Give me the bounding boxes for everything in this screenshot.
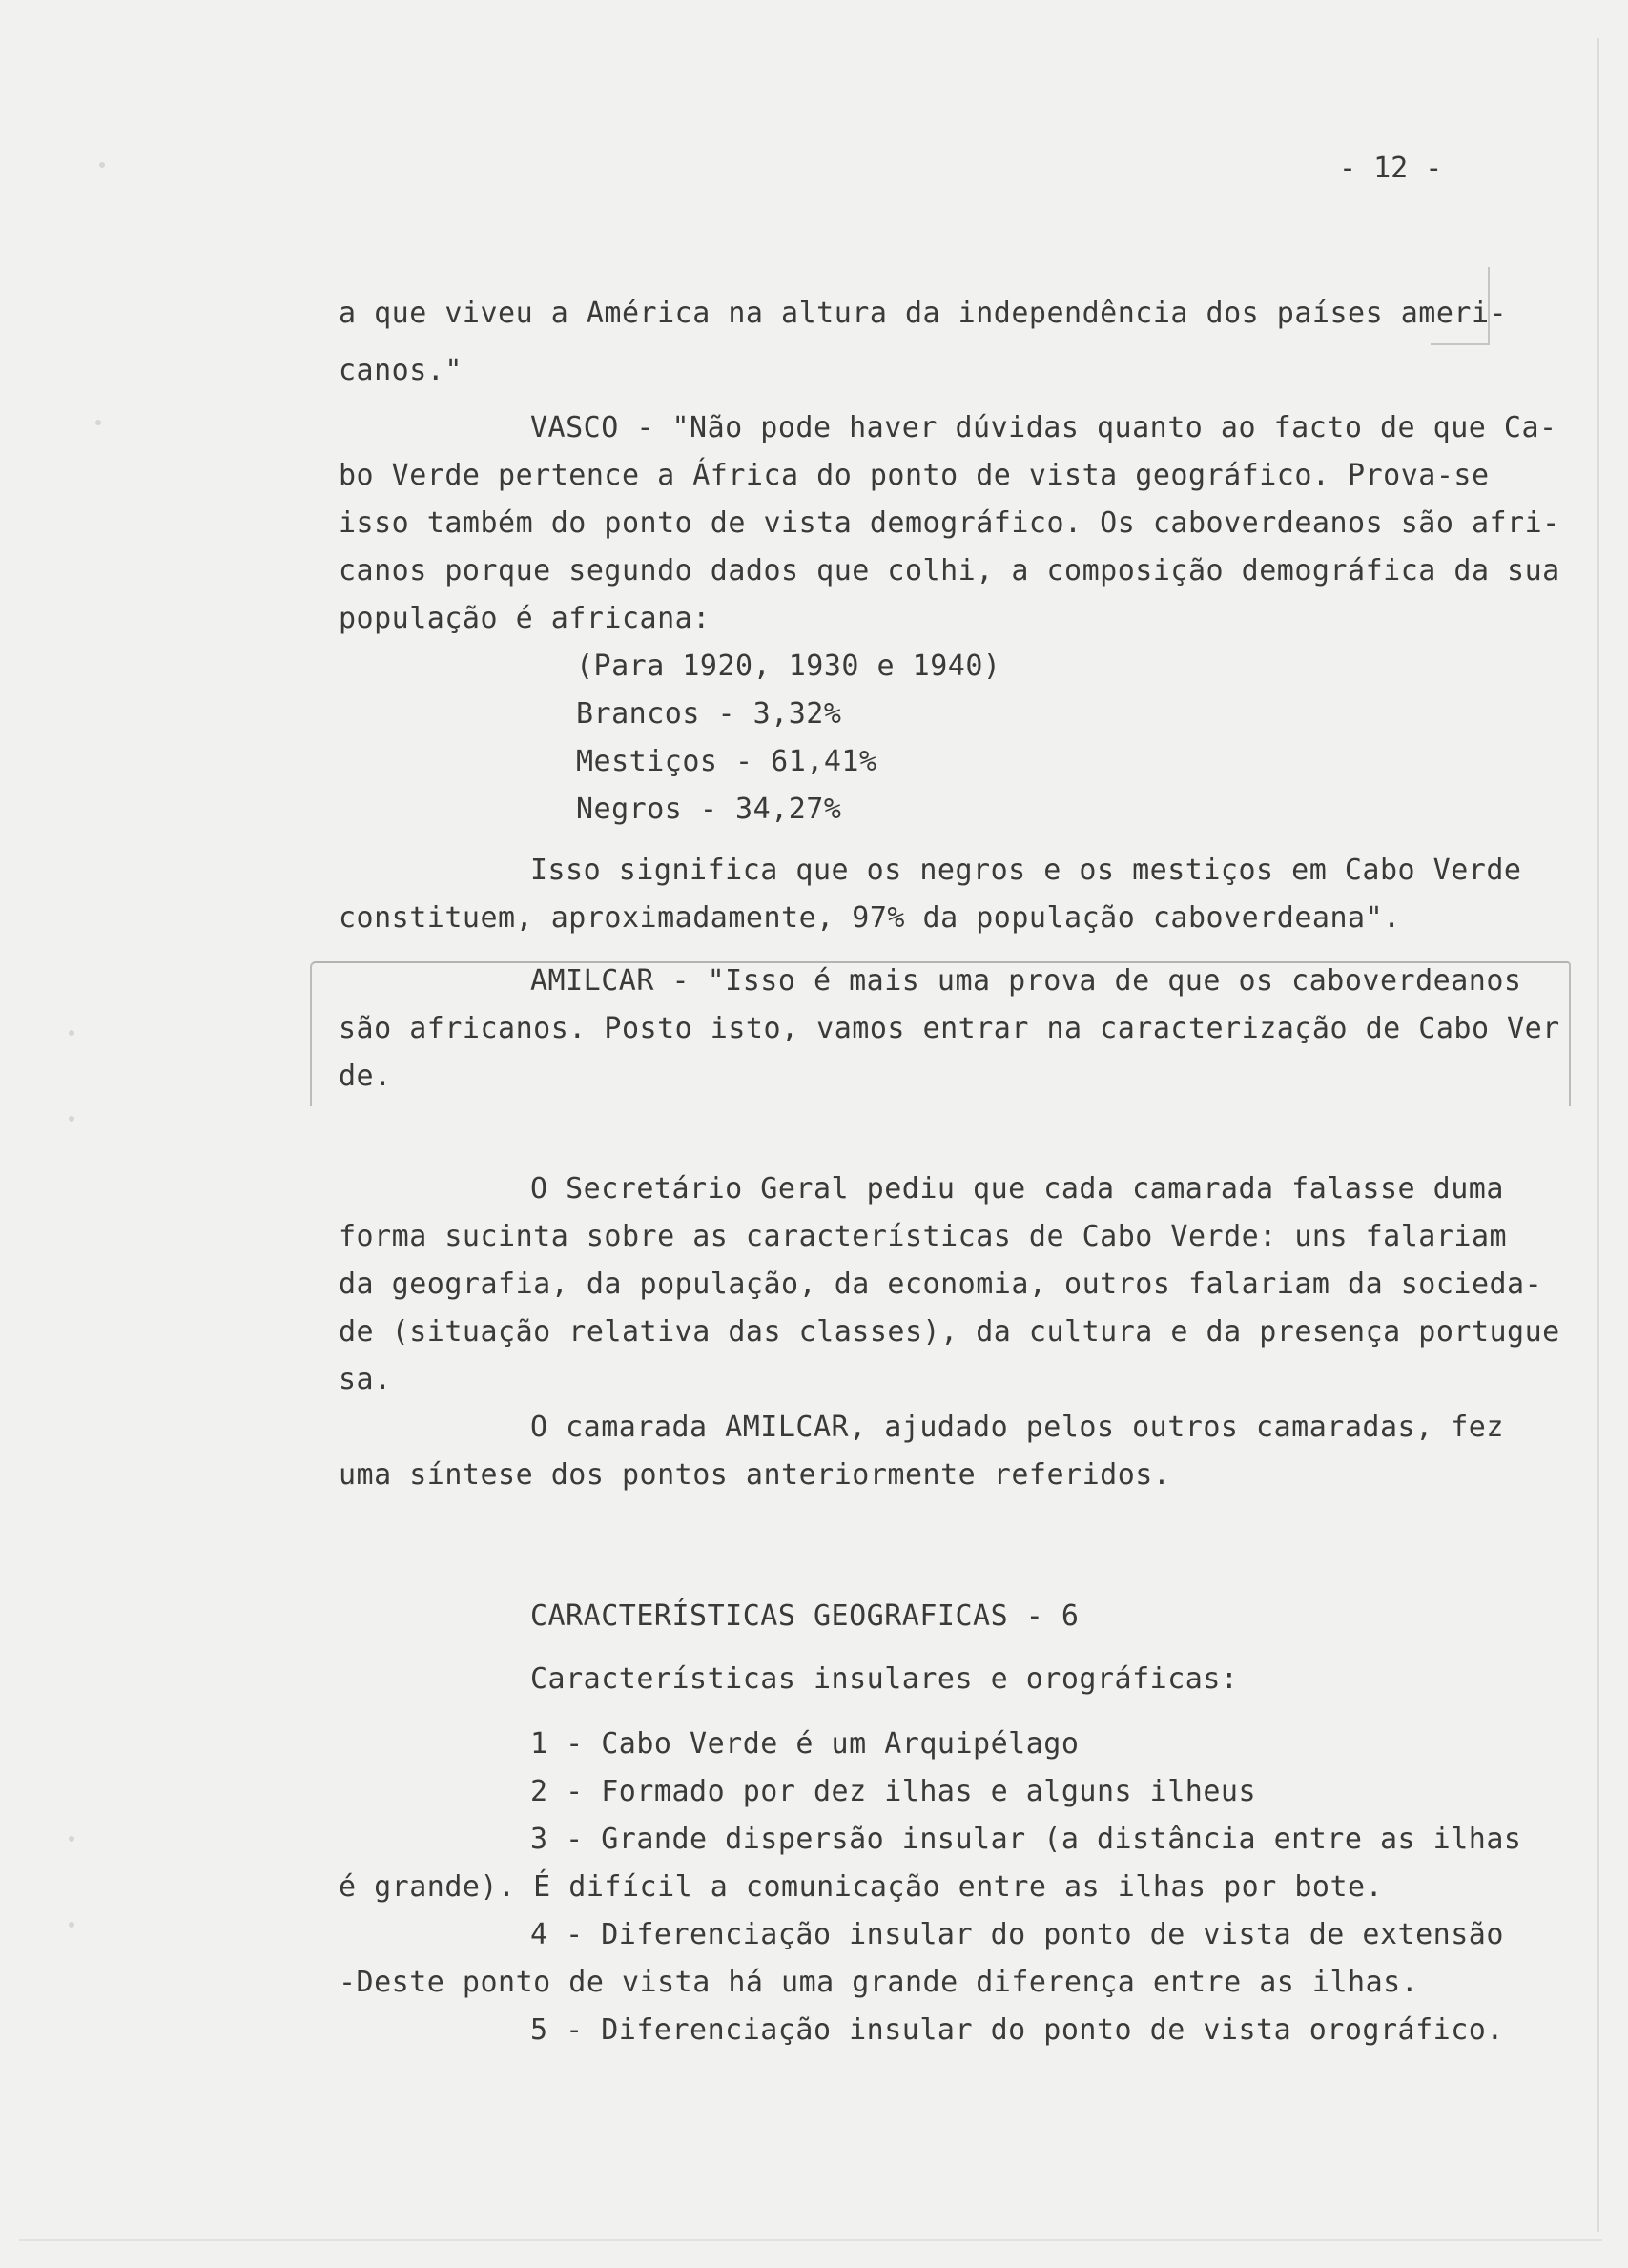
text-line: VASCO - "Não pode haver dúvidas quanto ao facto de que Ca-: [530, 411, 1557, 444]
text-line: canos.": [339, 354, 463, 387]
binding-hole-mark: [69, 1922, 74, 1928]
text-line: bo Verde pertence a África do ponto de vista geográfico. Prova-se: [339, 459, 1490, 492]
text-line: a que viveu a América na altura da independência dos países ameri-: [339, 297, 1508, 330]
text-line: isso também do ponto de vista demográfico. Os caboverdeanos são afri-: [339, 506, 1560, 540]
text-line: canos porque segundo dados que colhi, a composição demográfica da sua: [339, 554, 1560, 588]
text-line: -Deste ponto de vista há uma grande diferença entre as ilhas.: [339, 1966, 1419, 1999]
text-line: sa.: [339, 1363, 392, 1396]
text-line: da geografia, da população, da economia, outros falariam da socieda-: [339, 1268, 1543, 1301]
text-line: é grande). É difícil a comunicação entre as ilhas por bote.: [339, 1870, 1384, 1904]
text-line: constituem, aproximadamente, 97% da população caboverdeana".: [339, 901, 1401, 935]
list-item: 5 - Diferenciação insular do ponto de vista orográfico.: [530, 2013, 1504, 2047]
page-edge-right: [1597, 38, 1599, 2232]
text-line: Características insulares e orográficas:: [530, 1662, 1239, 1696]
list-item: 2 - Formado por dez ilhas e alguns ilheus: [530, 1775, 1257, 1808]
list-item: 1 - Cabo Verde é um Arquipélago: [530, 1727, 1080, 1761]
page-edge-bottom: [19, 2239, 1602, 2241]
text-line: são africanos. Posto isto, vamos entrar na caracterização de Cabo Ver: [339, 1012, 1560, 1045]
text-line: O camarada AMILCAR, ajudado pelos outros camaradas, fez: [530, 1411, 1504, 1444]
list-item: 4 - Diferenciação insular do ponto de vista de extensão: [530, 1918, 1504, 1951]
text-line: de (situação relativa das classes), da cultura e da presença portugue: [339, 1315, 1560, 1349]
text-line: forma sucinta sobre as características de Cabo Verde: uns falariam: [339, 1220, 1508, 1253]
table-line: (Para 1920, 1930 e 1940): [576, 649, 1001, 683]
text-line: uma síntese dos pontos anteriormente referidos.: [339, 1458, 1171, 1492]
binding-hole-mark: [99, 162, 105, 168]
text-line: população é africana:: [339, 602, 711, 635]
binding-hole-mark: [69, 1030, 74, 1036]
table-line: Mestiços - 61,41%: [576, 745, 877, 778]
text-line: AMILCAR - "Isso é mais uma prova de que os caboverdeanos: [530, 964, 1522, 998]
text-line: O Secretário Geral pediu que cada camarada falasse duma: [530, 1172, 1504, 1206]
binding-hole-mark: [69, 1836, 74, 1842]
table-line: Brancos - 3,32%: [576, 697, 842, 731]
text-line: de.: [339, 1060, 392, 1093]
table-line: Negros - 34,27%: [576, 793, 842, 826]
list-item: 3 - Grande dispersão insular (a distância entre as ilhas: [530, 1823, 1522, 1856]
page-number: - 12 -: [1339, 152, 1443, 185]
binding-hole-mark: [69, 1116, 74, 1122]
binding-hole-mark: [95, 420, 101, 425]
text-line: Isso significa que os negros e os mestiços em Cabo Verde: [530, 854, 1522, 887]
section-heading: CARACTERÍSTICAS GEOGRAFICAS - 6: [530, 1599, 1080, 1633]
